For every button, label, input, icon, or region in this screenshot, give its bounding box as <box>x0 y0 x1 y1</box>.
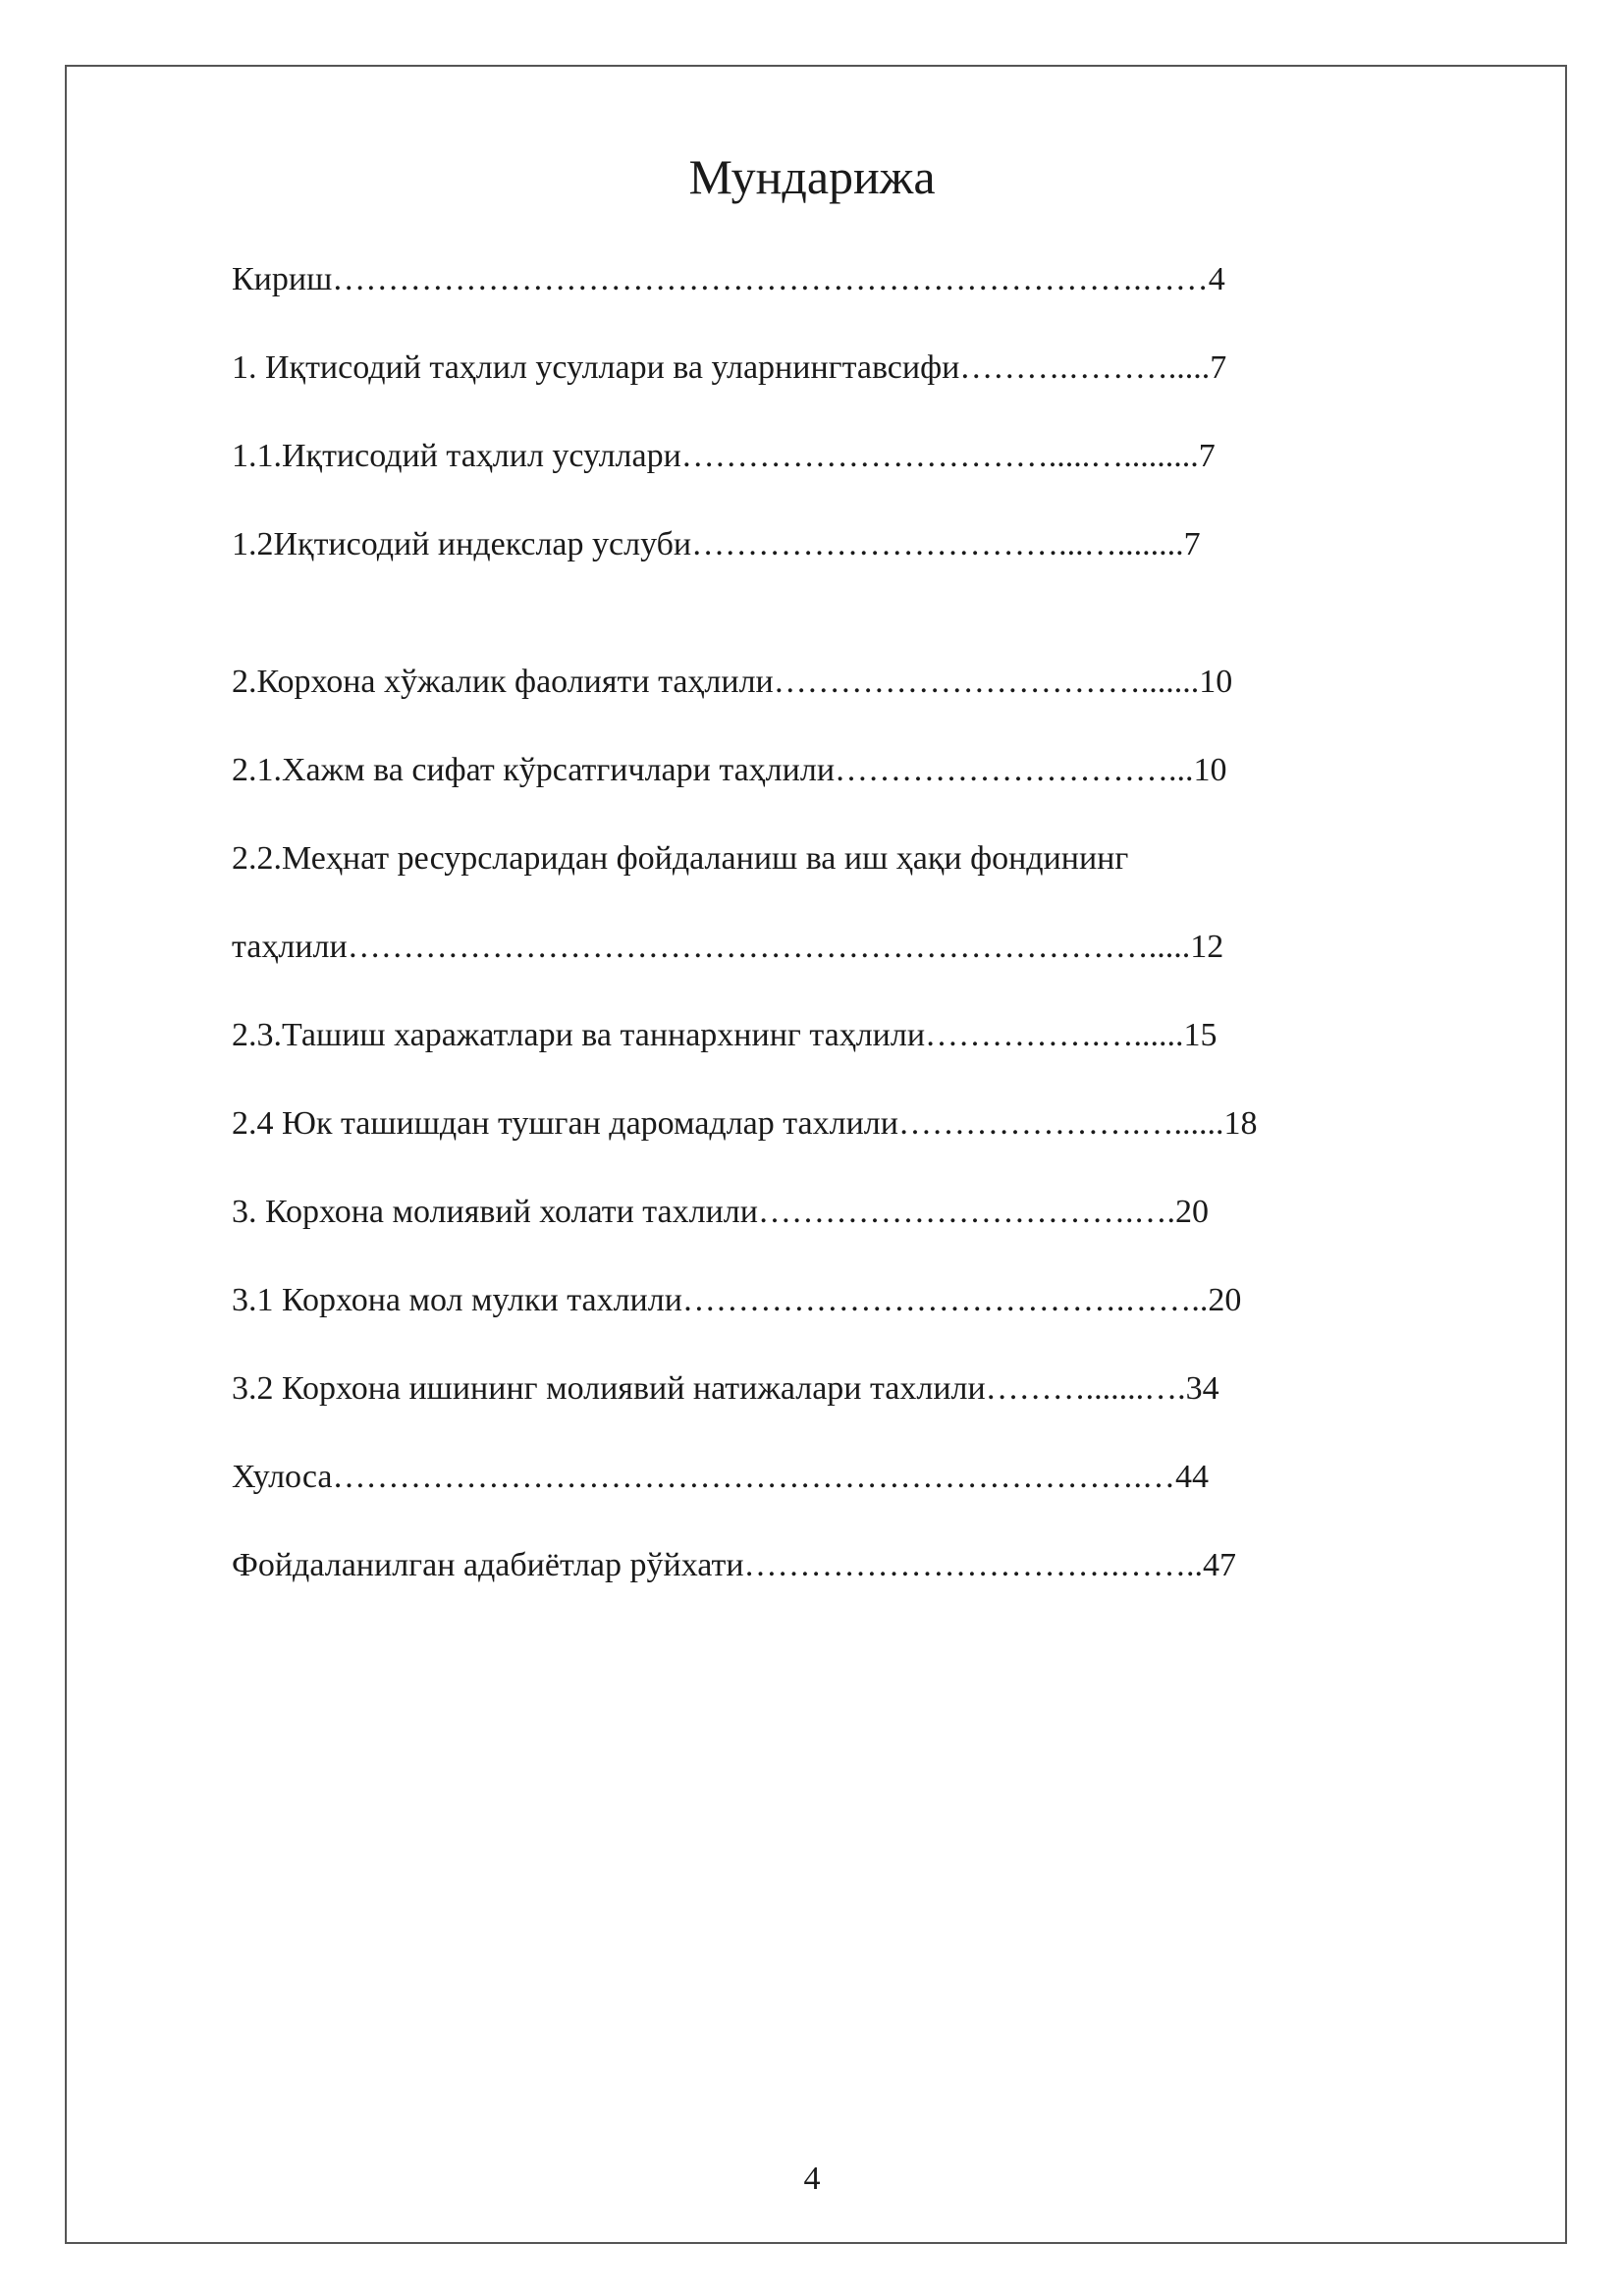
toc-entry-section-1-1: 1.1.Иқтисодий таҳлил усуллари…………………………….....….........7 <box>232 438 1216 474</box>
toc-entry-section-3-2: 3.2 Корхона ишининг молиявий натижалари тахлили……….......….34 <box>232 1370 1219 1407</box>
toc-entry-section-2-2: 2.2.Меҳнат ресурсларидан фойдаланиш ва иш ҳақи фондининг <box>232 840 1129 877</box>
toc-entry-section-1-2: 1.2Иқтисодий индекслар услуби……………………………...…........7 <box>232 526 1201 562</box>
toc-entry-introduction: Кириш……………………………………………………………….……4 <box>232 261 1225 297</box>
toc-entry-section-2-4: 2.4 Юк ташишдан тушган даромадлар тахлили………………….…......18 <box>232 1105 1258 1142</box>
toc-entry-conclusion: Хулоса……………………………………………………………….…44 <box>232 1459 1209 1495</box>
toc-entry-chapter-3: 3. Корхона молиявий холати тахлили…………………………….….20 <box>232 1194 1209 1230</box>
toc-entry-section-3-1: 3.1 Корхона мол мулки тахлили………………………………….……..20 <box>232 1282 1242 1318</box>
toc-entry-section-2-2-continued: таҳлили……………………………………………………………….....12 <box>232 929 1224 965</box>
toc-entry-references: Фойдаланилган адабиётлар рўйхати…………………………….……..47 <box>232 1547 1237 1583</box>
table-of-contents <box>232 250 1410 1625</box>
toc-entry-chapter-2: 2.Корхона хўжалик фаолияти таҳлили…………………………….......10 <box>232 664 1233 700</box>
toc-entry-section-2-1: 2.1.Хажм ва сифат кўрсатгичлари таҳлили…………………………...10 <box>232 752 1227 788</box>
page-title: Мундарижа <box>688 149 936 204</box>
toc-entry-chapter-1: 1. Иқтисодий таҳлил усуллари ва уларнингтавсифи……….……….....7 <box>232 349 1227 386</box>
toc-entry-section-2-3: 2.3.Ташиш харажатлари ва таннархнинг таҳлили…………….…......15 <box>232 1017 1218 1053</box>
page-number: 4 <box>803 2161 821 2197</box>
